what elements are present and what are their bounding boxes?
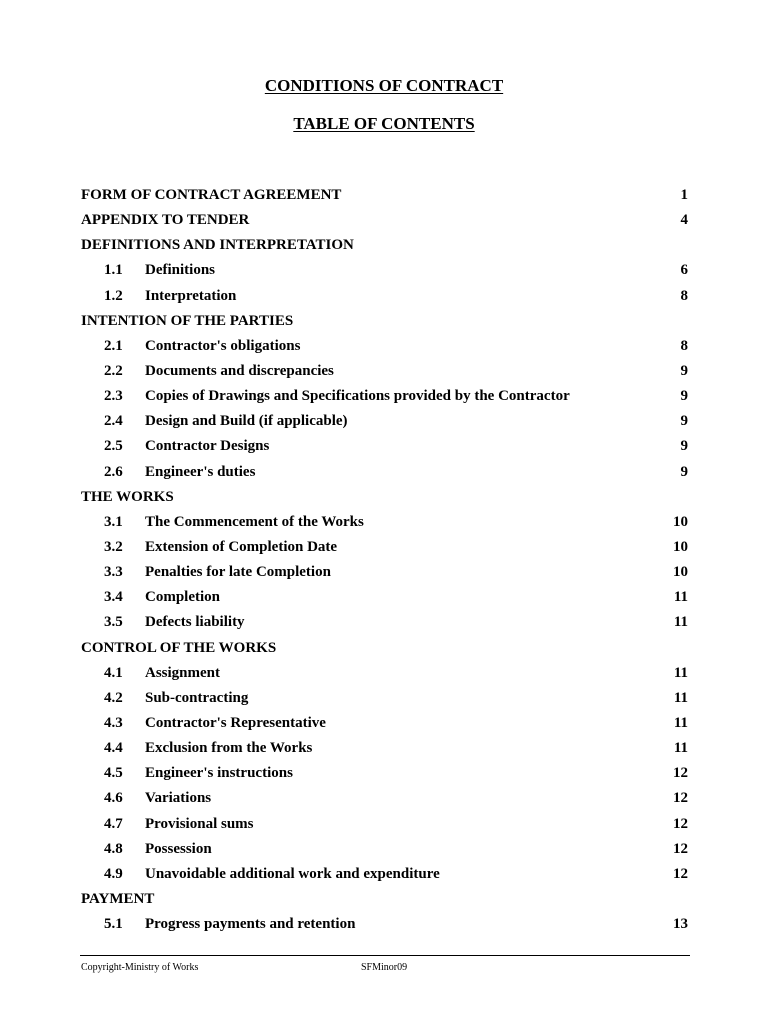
toc-page-number: 8 [680, 337, 688, 354]
toc-page-number: 9 [680, 413, 688, 430]
toc-page-number: 12 [673, 840, 688, 857]
toc-entry-label: Contractor's Representative [145, 714, 326, 731]
toc-entry [0, 258, 768, 283]
toc-page-number: 12 [673, 765, 688, 782]
toc-entry-label: Progress payments and retention [145, 916, 356, 933]
toc-entry [0, 460, 768, 485]
toc-entry-number: 4.8 [104, 840, 123, 857]
toc-page-number: 9 [680, 438, 688, 455]
footer-divider [80, 955, 690, 956]
toc-entry-number: 4.7 [104, 815, 123, 832]
toc-entry-label: Design and Build (if applicable) [145, 413, 348, 430]
toc-section [0, 208, 768, 233]
toc-section [0, 887, 768, 912]
toc-entry [0, 384, 768, 409]
toc-entry-number: 2.1 [104, 337, 123, 354]
toc-page-number: 9 [680, 463, 688, 480]
toc-page-number: 1 [680, 187, 688, 203]
toc-page-number: 10 [673, 564, 688, 581]
toc-entry-number: 4.3 [104, 714, 123, 731]
toc-entry-label: Copies of Drawings and Specifications provided by the Contractor [145, 388, 570, 405]
toc-section [0, 183, 768, 208]
toc-entry-number: 4.6 [104, 790, 123, 807]
toc-entry-number: 3.5 [104, 614, 123, 631]
toc-page-number: 13 [673, 916, 688, 933]
toc-entry-label: Exclusion from the Works [145, 740, 313, 757]
toc-entry-label: Engineer's duties [145, 463, 256, 480]
toc-entry-number: 4.2 [104, 689, 123, 706]
toc-entry-label: Engineer's instructions [145, 765, 293, 782]
toc-section-label: PAYMENT [81, 890, 155, 907]
toc-entry-label: Extension of Completion Date [145, 538, 338, 555]
toc-entry [0, 610, 768, 635]
toc-page-number: 11 [673, 614, 688, 631]
toc-entry [0, 535, 768, 560]
toc-entry-number: 2.6 [104, 463, 123, 480]
toc-page-number: 11 [673, 689, 688, 706]
toc-page-number: 11 [673, 664, 688, 681]
toc-entry [0, 661, 768, 686]
toc-section-label: THE WORKS [81, 488, 174, 505]
toc-entry-label: Possession [145, 840, 212, 857]
toc-section [0, 309, 768, 334]
toc-entry [0, 786, 768, 811]
toc-entry [0, 284, 768, 309]
toc-entry-number: 3.2 [104, 538, 123, 555]
toc-section [0, 485, 768, 510]
toc-entry [0, 434, 768, 459]
toc-entry-label: Contractor Designs [145, 438, 270, 455]
toc-page-number: 9 [680, 388, 688, 405]
toc-entry-label: The Commencement of the Works [145, 513, 364, 530]
toc-page-number: 12 [673, 815, 688, 832]
toc-entry-label: Variations [145, 790, 212, 807]
toc-entry-label: Interpretation [145, 287, 237, 304]
toc-heading: TABLE OF CONTENTS [293, 114, 475, 133]
toc-entry [0, 560, 768, 585]
toc-entry-label: Defects liability [145, 614, 245, 631]
toc-entry-number: 1.1 [104, 262, 123, 279]
toc-page-number: 9 [680, 362, 688, 379]
toc-entry-label: Assignment [145, 664, 221, 681]
toc-entry-number: 3.1 [104, 513, 123, 530]
toc-page-number: 10 [673, 538, 688, 555]
toc-entry [0, 359, 768, 384]
toc-entry-number: 1.2 [104, 287, 123, 304]
toc-page-number: 8 [680, 287, 688, 304]
toc-entry [0, 912, 768, 937]
toc-entry-number: 2.3 [104, 388, 123, 405]
toc-entry-number: 4.5 [104, 765, 123, 782]
document-title: CONDITIONS OF CONTRACT [264, 76, 504, 95]
toc-entry-number: 2.2 [104, 362, 123, 379]
toc-entry-number: 3.3 [104, 564, 123, 581]
toc-entry-label: Sub-contracting [145, 689, 249, 706]
toc-section-label: CONTROL OF THE WORKS [81, 639, 277, 656]
toc-entry [0, 409, 768, 434]
toc-entry-number: 4.4 [104, 740, 123, 757]
toc-entry-label: Definitions [145, 262, 216, 279]
toc-entry [0, 812, 768, 837]
toc-entry-number: 4.9 [104, 865, 123, 882]
table-of-contents [0, 183, 768, 937]
toc-entry-label: Completion [145, 589, 220, 606]
toc-entry [0, 510, 768, 535]
toc-entry [0, 862, 768, 887]
toc-page-number: 12 [673, 865, 688, 882]
toc-page-number: 10 [673, 513, 688, 530]
toc-page-number: 11 [673, 714, 688, 731]
toc-entry-number: 3.4 [104, 589, 123, 606]
toc-entry-label: Provisional sums [145, 815, 254, 832]
toc-entry-number: 5.1 [104, 916, 123, 933]
toc-entry-number: 2.5 [104, 438, 123, 455]
toc-section-label: APPENDIX TO TENDER [81, 212, 250, 229]
toc-entry [0, 736, 768, 761]
toc-section [0, 233, 768, 258]
footer-document-code: SFMinor09 [361, 962, 408, 973]
toc-section [0, 636, 768, 661]
toc-entry-label: Contractor's obligations [145, 337, 301, 354]
toc-section-label: FORM OF CONTRACT AGREEMENT [81, 187, 342, 203]
toc-entry-label: Unavoidable additional work and expenditure [145, 865, 440, 882]
footer-copyright: Copyright-Ministry of Works [81, 962, 199, 973]
toc-entry [0, 585, 768, 610]
toc-page-number: 11 [673, 740, 688, 757]
toc-entry [0, 711, 768, 736]
toc-entry-label: Documents and discrepancies [145, 362, 334, 379]
toc-entry [0, 837, 768, 862]
toc-page-number: 4 [680, 212, 688, 229]
toc-entry [0, 334, 768, 359]
toc-page-number: 11 [673, 589, 688, 606]
toc-section-label: DEFINITIONS AND INTERPRETATION [81, 237, 354, 254]
toc-entry-number: 2.4 [104, 413, 123, 430]
toc-section-label: INTENTION OF THE PARTIES [81, 312, 294, 329]
toc-entry [0, 686, 768, 711]
toc-entry-label: Penalties for late Completion [145, 564, 331, 581]
toc-page-number: 6 [680, 262, 688, 279]
toc-page-number: 12 [673, 790, 688, 807]
toc-entry-number: 4.1 [104, 664, 123, 681]
toc-entry [0, 761, 768, 786]
